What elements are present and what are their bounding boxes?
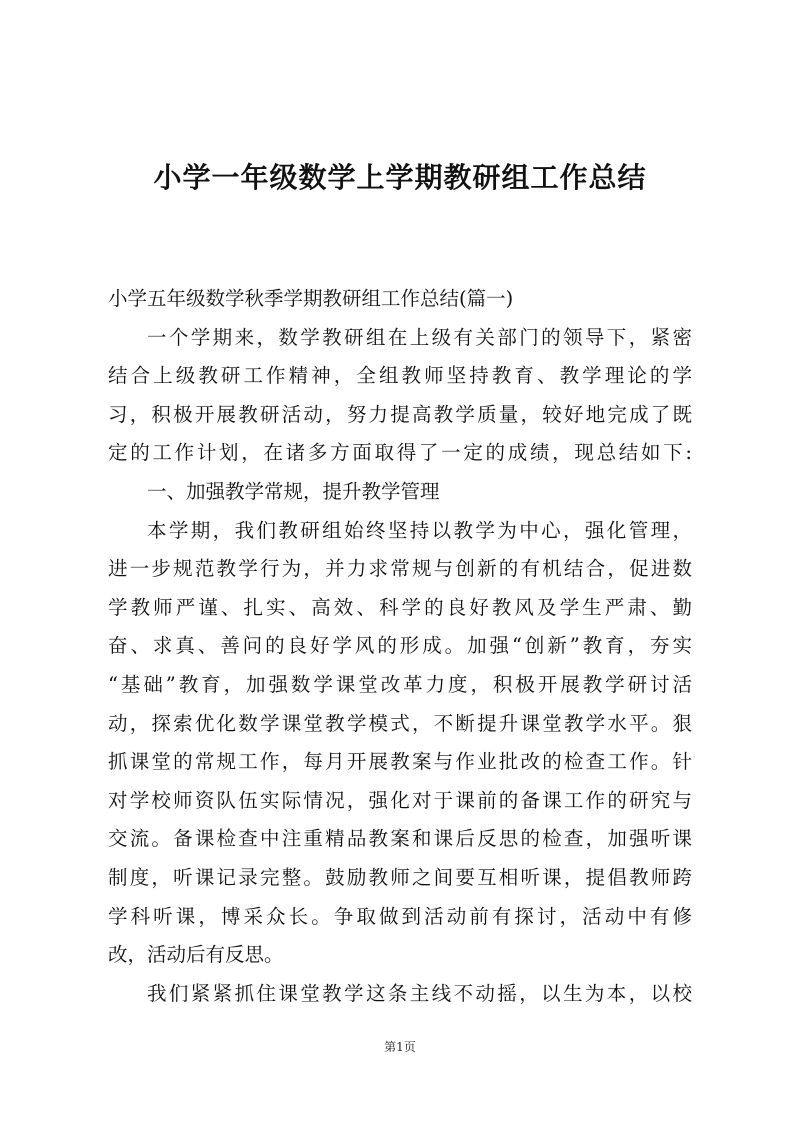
body-line: 定的工作计划，在诸多方面取得了一定的成绩，现总结如下: — [108, 441, 692, 465]
body-line: 习，积极开展教研活动，努力提高教学质量，较好地完成了既 — [108, 402, 692, 426]
document-body — [108, 280, 692, 1013]
body-line: 本学期，我们教研组始终坚持以教学为中心，强化管理， — [147, 518, 692, 542]
body-line: 学科听课，博采众长。争取做到活动前有探讨，活动中有修 — [108, 904, 692, 928]
page-number: 第1页 — [384, 1040, 416, 1054]
body-line: 抓课堂的常规工作，每月开展教案与作业批改的检查工作。针 — [108, 750, 692, 774]
body-line: 进一步规范教学行为，并力求常规与创新的有机结合，促进数 — [108, 557, 692, 581]
body-line: 学教师严谨、扎实、高效、科学的良好教风及学生严肃、勤 — [108, 595, 692, 619]
body-line: 交流。备课检查中注重精品教案和课后反思的检查，加强听课 — [108, 827, 692, 851]
body-line: 奋、求真、善问的良好学风的形成。加强“创新”教育，夯实 — [108, 634, 692, 658]
body-line: 结合上级教研工作精神，全组教师坚持教育、教学理论的学 — [108, 364, 692, 388]
body-line: “基础”教育，加强数学课堂改革力度，积极开展教学研讨活 — [108, 672, 692, 696]
body-line: 动，探索优化数学课堂教学模式，不断提升课堂教学水平。狠 — [108, 711, 692, 735]
document-title: 小学一年级数学上学期教研组工作总结 — [153, 161, 647, 194]
body-line: 一个学期来，数学教研组在上级有关部门的领导下，紧密 — [147, 325, 692, 349]
body-line: 制度，听课记录完整。鼓励教师之间要互相听课，提倡教师跨 — [108, 865, 692, 889]
body-line: 对学校师资队伍实际情况，强化对于课前的备课工作的研究与 — [108, 788, 692, 812]
section-heading: 小学五年级数学秋季学期教研组工作总结(篇一) — [108, 287, 514, 310]
subsection-heading: 一、加强教学常规，提升教学管理 — [147, 479, 440, 503]
body-line: 改，活动后有反思。 — [108, 943, 284, 967]
body-line: 我们紧紧抓住课堂教学这条主线不动摇，以生为本，以校 — [147, 981, 692, 1005]
